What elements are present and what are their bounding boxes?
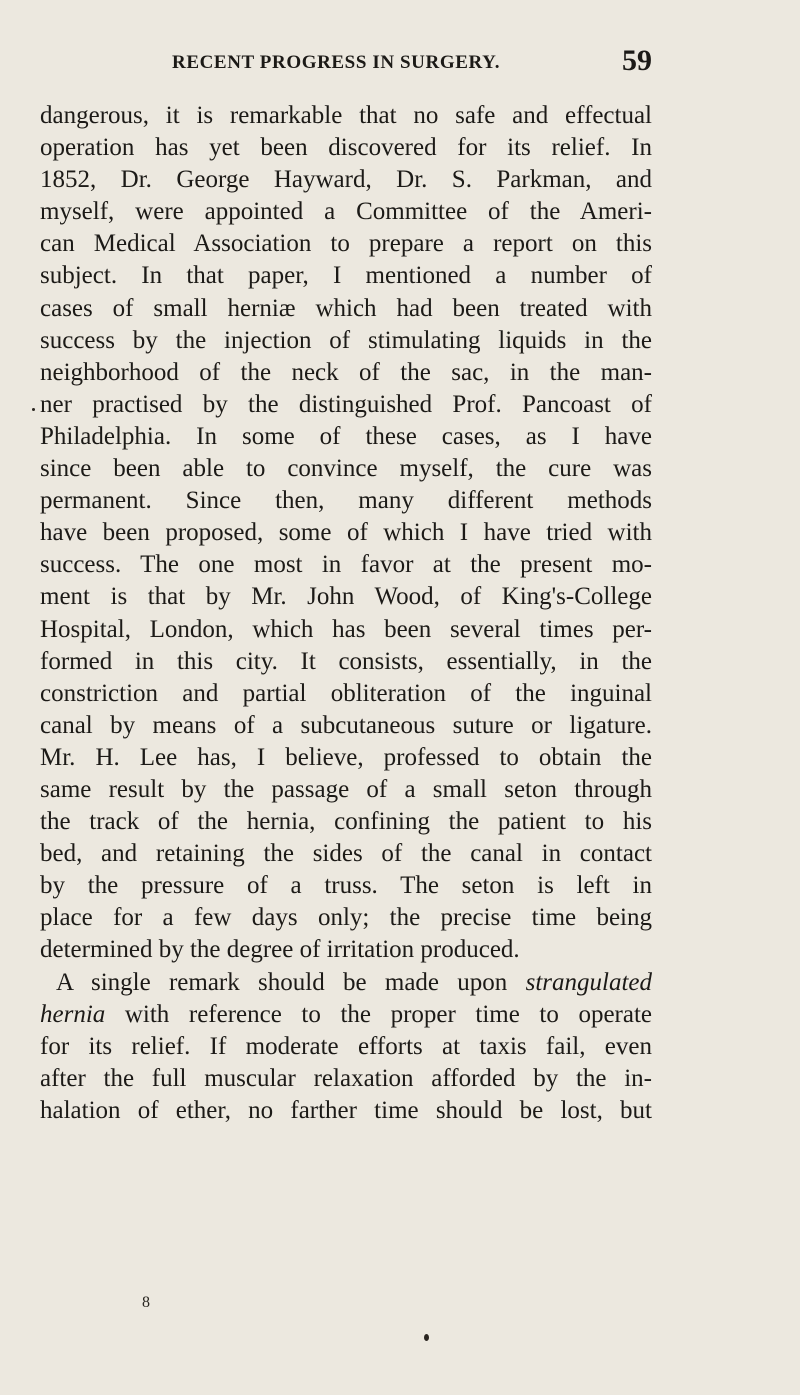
signature-mark: 8	[142, 1294, 150, 1311]
text-line: success by the injection of stimulating liquids in the	[40, 326, 652, 354]
body-text	[40, 100, 652, 1127]
text-line: the track of the hernia, confining the patient to his	[40, 808, 652, 836]
ink-speck	[32, 408, 35, 411]
text-line: Hospital, London, which has been several times per-	[40, 615, 652, 643]
text-line: 1852, Dr. George Hayward, Dr. S. Parkman, and	[40, 166, 652, 194]
text-line: after the full muscular relaxation afforded by the in-	[40, 1064, 652, 1092]
text-line: Mr. H. Lee has, I believe, professed to obtain the	[40, 743, 652, 771]
text-line: can Medical Association to prepare a report on this	[40, 230, 652, 258]
text-line: A single remark should be made upon strangulated	[56, 968, 652, 996]
running-head	[40, 44, 652, 78]
text-line: formed in this city. It consists, essentially, in the	[40, 647, 652, 675]
running-title: RECENT PROGRESS IN SURGERY.	[172, 52, 501, 73]
text-line: subject. In that paper, I mentioned a number of	[40, 262, 652, 290]
text-line: neighborhood of the neck of the sac, in the man-	[40, 358, 652, 386]
italic-term: hernia	[40, 1000, 106, 1028]
text-line: canal by means of a subcutaneous suture or ligature.	[40, 711, 652, 739]
text-line: bed, and retaining the sides of the canal in contact	[40, 840, 652, 868]
text-line: Philadelphia. In some of these cases, as I have	[40, 422, 652, 450]
text-line: halation of ether, no farther time should be lost, but	[40, 1096, 652, 1124]
text-line: ner practised by the distinguished Prof. Pancoast of	[40, 390, 652, 418]
text-line: constriction and partial obliteration of the inguinal	[40, 679, 652, 707]
text-line: operation has yet been discovered for its relief. In	[40, 134, 652, 162]
text-line: since been able to convince myself, the cure was	[40, 455, 652, 483]
text-line: dangerous, it is remarkable that no safe and effectual	[40, 102, 652, 129]
text-line: success. The one most in favor at the present mo-	[40, 551, 652, 579]
ink-speck	[424, 1334, 429, 1341]
text-line: permanent. Since then, many different methods	[40, 487, 652, 515]
text-line: ment is that by Mr. John Wood, of King's-College	[40, 583, 652, 611]
text-line: same result by the passage of a small seton through	[40, 775, 652, 803]
italic-term: strangulated	[525, 968, 652, 996]
text-line: have been proposed, some of which I have tried with	[40, 519, 652, 547]
page-number: 59	[622, 44, 652, 77]
text-line: hernia with reference to the proper time to operate	[40, 1000, 652, 1028]
text-line: for its relief. If moderate efforts at taxis fail, even	[40, 1032, 652, 1060]
text-line: myself, were appointed a Committee of the Ameri-	[40, 198, 652, 226]
paragraph-1	[40, 100, 652, 967]
paragraph-2-continuation	[40, 1031, 652, 1127]
text-line: place for a few days only; the precise time being	[40, 904, 652, 932]
text-line: cases of small herniæ which had been treated with	[40, 294, 652, 322]
paragraph-2	[40, 967, 652, 1127]
text-line: determined by the degree of irritation produced.	[40, 936, 520, 964]
text-line: by the pressure of a truss. The seton is left in	[40, 872, 652, 900]
